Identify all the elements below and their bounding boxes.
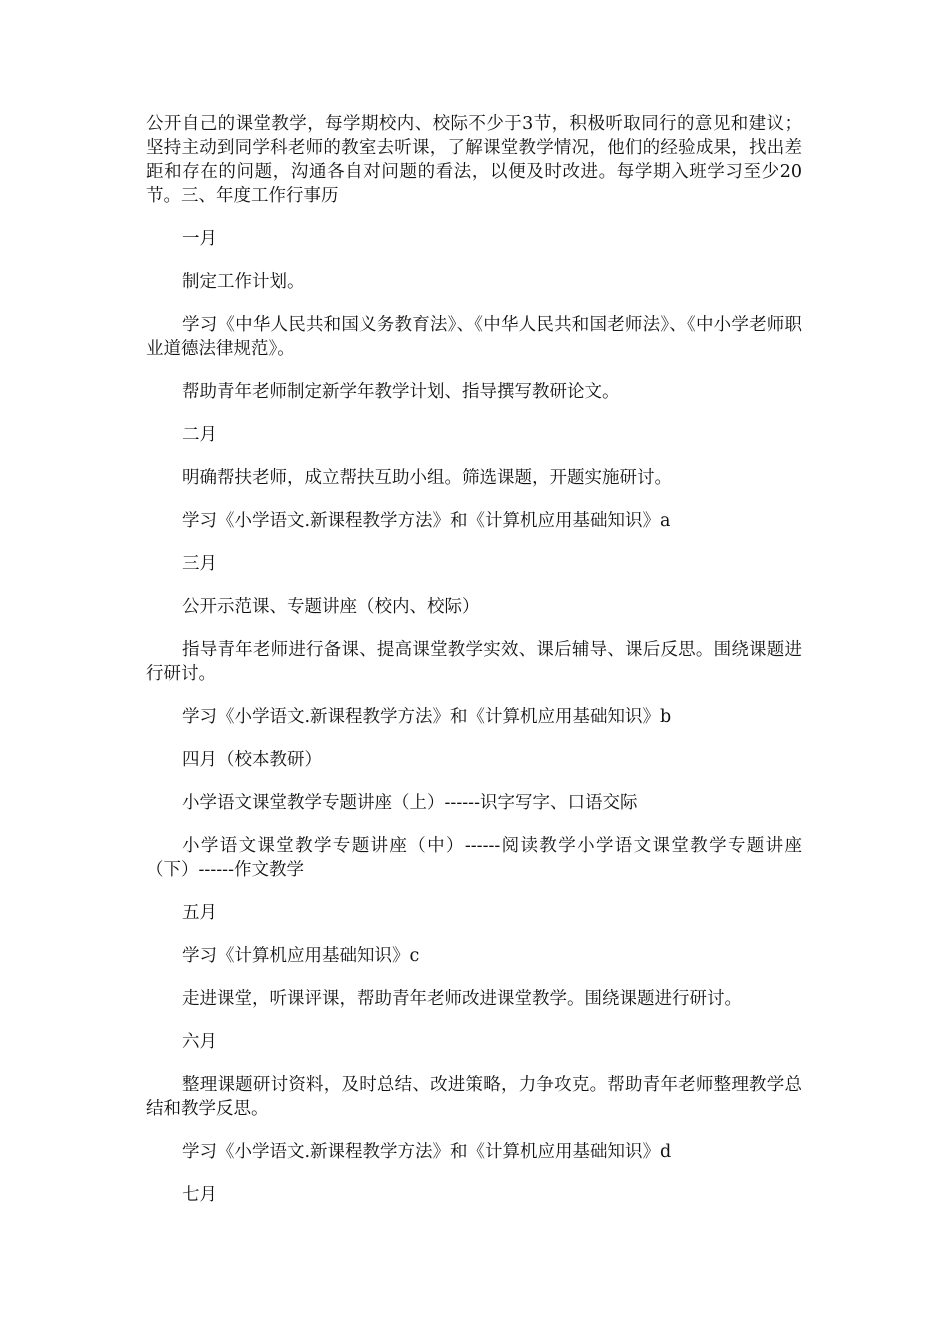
paragraph-january-study-laws: 学习《中华人民共和国义务教育法》、《中华人民共和国老师法》、《中小学老师职业道德法律规范》。 [146,315,802,359]
paragraph-june-summary: 整理课题研讨资料，及时总结、改进策略，力争攻克。帮助青年老师整理教学总结和教学反思。 [146,1075,802,1119]
paragraph-march-study: 学习《小学语文.新课程教学方法》和《计算机应用基础知识》b [182,707,672,727]
paragraph-march-guidance: 指导青年老师进行备课、提高课堂教学实效、课后辅导、课后反思。围绕课题进行研讨。 [146,640,802,684]
month-heading-march: 三月 [182,554,217,574]
month-heading-may: 五月 [182,903,217,923]
paragraph-april-lecture-1: 小学语文课堂教学专题讲座（上）------识字写字、口语交际 [182,793,638,813]
paragraph-teaching-commitment: 公开自己的课堂教学，每学期校内、校际不少于3节，积极听取同行的意见和建议；坚持主动到同学科老师的教室去听课，了解课堂教学情况，他们的经验成果，找出差距和存在的问题，沟通各自对问题的看法，以便及时改进。每学期入班学习至少20节。三、年度工作行事历 [146,114,802,206]
month-heading-april: 四月（校本教研） [182,750,322,770]
month-heading-february: 二月 [182,425,217,445]
paragraph-may-study: 学习《计算机应用基础知识》c [182,946,420,966]
document-body [146,112,802,1226]
paragraph-january-help-teachers: 帮助青年老师制定新学年教学计划、指导撰写教研论文。 [182,382,620,402]
month-heading-july: 七月 [182,1185,217,1205]
month-heading-january: 一月 [182,229,217,249]
paragraph-february-study: 学习《小学语文.新课程教学方法》和《计算机应用基础知识》a [182,511,671,531]
paragraph-april-lecture-2: 小学语文课堂教学专题讲座（中）------阅读教学小学语文课堂教学专题讲座（下）------作文教学 [146,836,802,880]
paragraph-may-classroom: 走进课堂，听课评课，帮助青年老师改进课堂教学。围绕课题进行研讨。 [182,989,742,1009]
paragraph-january-plan: 制定工作计划。 [182,272,305,292]
month-heading-june: 六月 [182,1032,217,1052]
paragraph-june-study: 学习《小学语文.新课程教学方法》和《计算机应用基础知识》d [182,1142,672,1162]
paragraph-february-groups: 明确帮扶老师，成立帮扶互助小组。筛选课题，开题实施研讨。 [182,468,672,488]
paragraph-march-demo-lessons: 公开示范课、专题讲座（校内、校际） [182,597,480,617]
